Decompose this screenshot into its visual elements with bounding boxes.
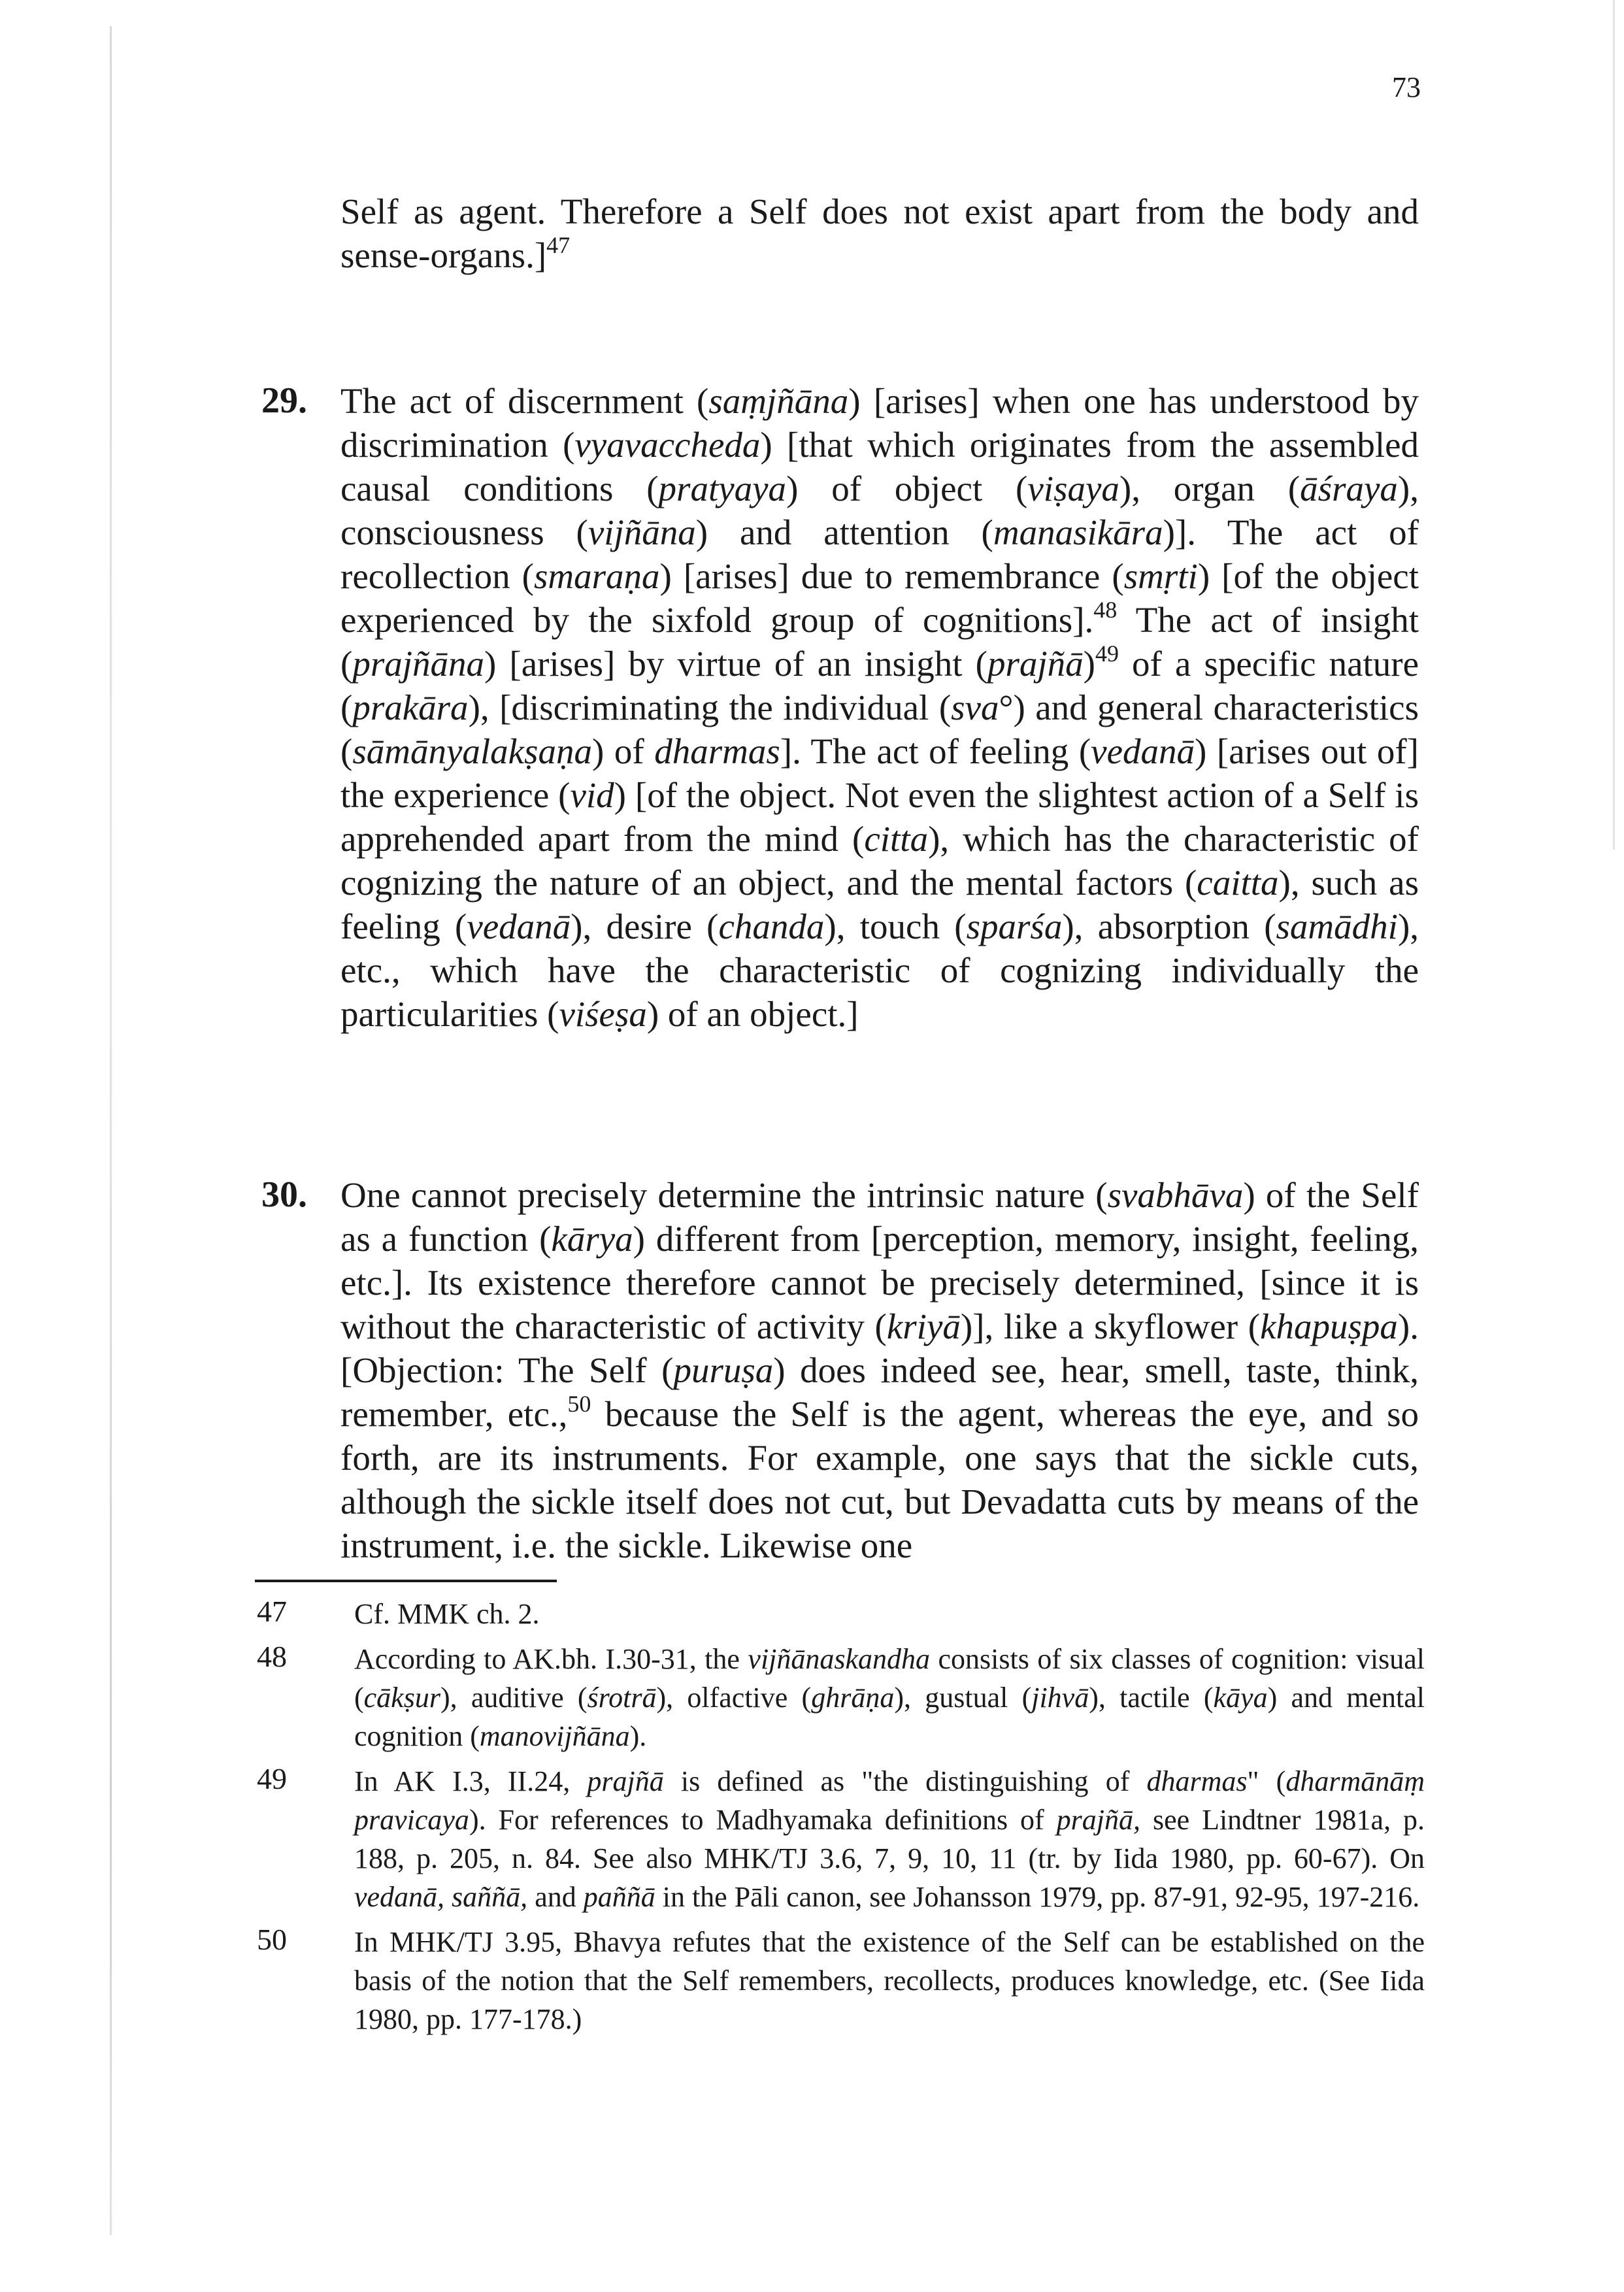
term: prakāra (352, 688, 469, 727)
term: citta (864, 819, 929, 859)
text-segment: ) of an object.] (646, 994, 859, 1034)
scan-edge-right (1613, 0, 1615, 850)
term: prajñā, (1056, 1804, 1140, 1836)
term: cākṣur (363, 1682, 440, 1714)
text-segment: ) of object ( (786, 469, 1028, 508)
term: smṛti (1123, 556, 1198, 596)
term: prajñā (587, 1765, 664, 1797)
text-segment: and (527, 1881, 584, 1913)
term: śrotrā (587, 1682, 657, 1714)
text-segment: ), olfactive ( (656, 1682, 812, 1714)
text-segment: ), such as feeling ( (340, 863, 1419, 946)
text-segment: )], like a skyflower ( (960, 1306, 1261, 1346)
footnote-number: 49 (257, 1762, 287, 1795)
footnote-47 (255, 1595, 1425, 1633)
term: prajñāna (352, 644, 485, 684)
term: manovijñāna (479, 1720, 630, 1752)
text-segment: because the Self is the agent, whereas the eye, and so forth, are its instruments. For example, one says that the sickle cuts, although the sickle itself does not cut, but Devadatta cuts by means of the instrument, i.e. the sickle. Likewise one (340, 1394, 1419, 1565)
term: vijñāna (588, 512, 696, 552)
text-segment: ), tactile ( (1089, 1682, 1214, 1714)
text-segment: ) [of the object. Not even the slightest action of a Self is apprehended apart from the mind ( (340, 775, 1419, 859)
term: pratyaya (658, 469, 787, 508)
text-segment: ) (1083, 644, 1095, 684)
text-segment: ) of (591, 731, 655, 771)
text-segment: One cannot precisely determine the intrinsic nature ( (340, 1175, 1108, 1215)
term: vyavaccheda (574, 425, 761, 465)
term: sva (951, 688, 999, 727)
term: smaraṇa (533, 556, 660, 596)
term: paññā (583, 1881, 655, 1913)
text-segment: " ( (1247, 1765, 1286, 1797)
footnotes (255, 1595, 1425, 2045)
term: chanda (718, 906, 825, 946)
section-30-paragraph (340, 1173, 1419, 1567)
text-segment: ). For references to Madhyamaka definitions of (469, 1804, 1057, 1836)
text-segment: ), consciousness ( (340, 469, 1419, 552)
footnote-ref-48: 48 (1093, 597, 1118, 623)
footnote-number: 50 (257, 1923, 287, 1956)
text-segment: ) does indeed see, hear, smell, taste, think, remember, etc., (340, 1350, 1419, 1434)
text-segment: ) [of the object experienced by the sixfold group of cognitions]. (340, 556, 1419, 640)
text-segment: ) [arises] due to remembrance ( (659, 556, 1124, 596)
text-segment: ) of the Self as a function ( (340, 1175, 1419, 1259)
text-segment: ), gustual ( (894, 1682, 1032, 1714)
term: puruṣa (673, 1350, 774, 1390)
text-segment: ), touch ( (824, 906, 967, 946)
term: svabhāva (1107, 1175, 1244, 1215)
footnote-ref-47: 47 (546, 232, 571, 258)
footnote-number: 47 (257, 1595, 287, 1628)
text-segment: ), [discriminating the individual ( (468, 688, 952, 727)
text-segment: consists of six classes of cognition: visual ( (354, 1643, 1425, 1714)
term: vid (570, 775, 614, 815)
text-segment: ) [arises] by virtue of an insight ( (484, 644, 987, 684)
section-number-29: 29. (261, 380, 307, 421)
footnote-number: 48 (257, 1640, 287, 1673)
text-segment: ) and attention ( (695, 512, 993, 552)
term: sāmānyalakṣaṇa (352, 731, 592, 771)
term: viśeṣa (559, 994, 647, 1034)
text-segment: ). [Objection: The Self ( (340, 1306, 1419, 1390)
term: kriyā (886, 1306, 961, 1346)
footnote-49 (255, 1762, 1425, 1916)
text-segment: ). (629, 1720, 647, 1752)
term: ghrāṇa (811, 1682, 895, 1714)
text-segment: The act of discernment ( (340, 381, 709, 421)
section-number-30: 30. (261, 1174, 307, 1215)
term: saṃjñāna (708, 381, 849, 421)
text-segment: ), absorption ( (1062, 906, 1276, 946)
text-segment: ), etc., which have the characteristic of cognizing individually the particularities ( (340, 906, 1419, 1034)
term: prajñā (987, 644, 1084, 684)
footnote-50 (255, 1923, 1425, 2038)
footnote-ref-50: 50 (567, 1391, 591, 1417)
term: vedanā (467, 906, 571, 946)
term: vedanā, saññā, (354, 1881, 528, 1913)
term: caitta (1197, 863, 1279, 903)
text-segment: ), desire ( (571, 906, 719, 946)
term: khapuṣpa (1260, 1306, 1398, 1346)
text-segment: The act of insight ( (340, 600, 1419, 684)
term: sparśa (966, 906, 1063, 946)
text-segment: ) [arises out of] the experience ( (340, 731, 1419, 815)
footnote-text: Cf. MMK ch. 2. (354, 1598, 540, 1630)
text-segment: ) [arises] when one has understood by discrimination ( (340, 381, 1419, 465)
term: jihvā (1031, 1682, 1089, 1714)
text-segment: ), auditive ( (440, 1682, 588, 1714)
text-segment: see Lindtner 1981a, p. 188, p. 205, n. 84. See also MHK/TJ 3.6, 7, 9, 10, 11 (tr. by Iida 1980, pp. 60-67). On (354, 1804, 1425, 1874)
term: samādhi (1276, 906, 1398, 946)
footnote-text: In MHK/TJ 3.95, Bhavya refutes that the existence of the Self can be established on the basis of the notion that the Self remembers, recollects, produces knowledge, etc. (See Iida 1980, pp. 177-178.) (354, 1926, 1425, 2035)
intro-text: Self as agent. Therefore a Self does not exist apart from the body and sense-organs.] (340, 191, 1419, 275)
term: kāya (1213, 1682, 1268, 1714)
term: vedanā (1091, 731, 1195, 771)
term: dharmas (1146, 1765, 1248, 1797)
scan-edge-left (110, 26, 112, 2235)
text-segment: According to AK.bh. I.30-31, the (354, 1643, 748, 1675)
footnote-ref-49: 49 (1095, 640, 1119, 667)
term: dharmānāṃ pravicaya (354, 1765, 1425, 1836)
text-segment: ) different from [perception, memory, insight, feeling, etc.]. Its existence therefore cannot be precisely determined, [since it is without the characteristic of activity ( (340, 1219, 1419, 1346)
term: kārya (551, 1219, 633, 1259)
text-segment: in the Pāli canon, see Johansson 1979, pp. 87-91, 92-95, 197-216. (655, 1881, 1420, 1913)
term: dharmas (654, 731, 780, 771)
term: vijñānaskandha (748, 1643, 931, 1675)
section-29-paragraph (340, 379, 1419, 1036)
term: manasikāra (993, 512, 1163, 552)
text-segment: ) [that which originates from the assembled causal conditions ( (340, 425, 1419, 508)
footnote-divider (255, 1580, 557, 1582)
text-segment: ), which has the characteristic of cognizing the nature of an object, and the mental factors ( (340, 819, 1419, 903)
text-segment: is defined as "the distinguishing of (663, 1765, 1147, 1797)
text-segment: ), organ ( (1119, 469, 1301, 508)
text-segment: In AK I.3, II.24, (354, 1765, 588, 1797)
term: viṣaya (1027, 469, 1119, 508)
footnote-48 (255, 1640, 1425, 1755)
intro-paragraph (340, 190, 1419, 277)
text-segment: of a specific nature ( (340, 644, 1419, 727)
text-segment: )]. The act of recollection ( (340, 512, 1419, 596)
text-segment: °) and general characteristics ( (340, 688, 1419, 771)
page-number: 73 (1392, 71, 1421, 103)
text-segment: ) and mental cognition ( (354, 1682, 1425, 1752)
text-segment: ]. The act of feeling ( (780, 731, 1091, 771)
term: āśraya (1300, 469, 1398, 508)
